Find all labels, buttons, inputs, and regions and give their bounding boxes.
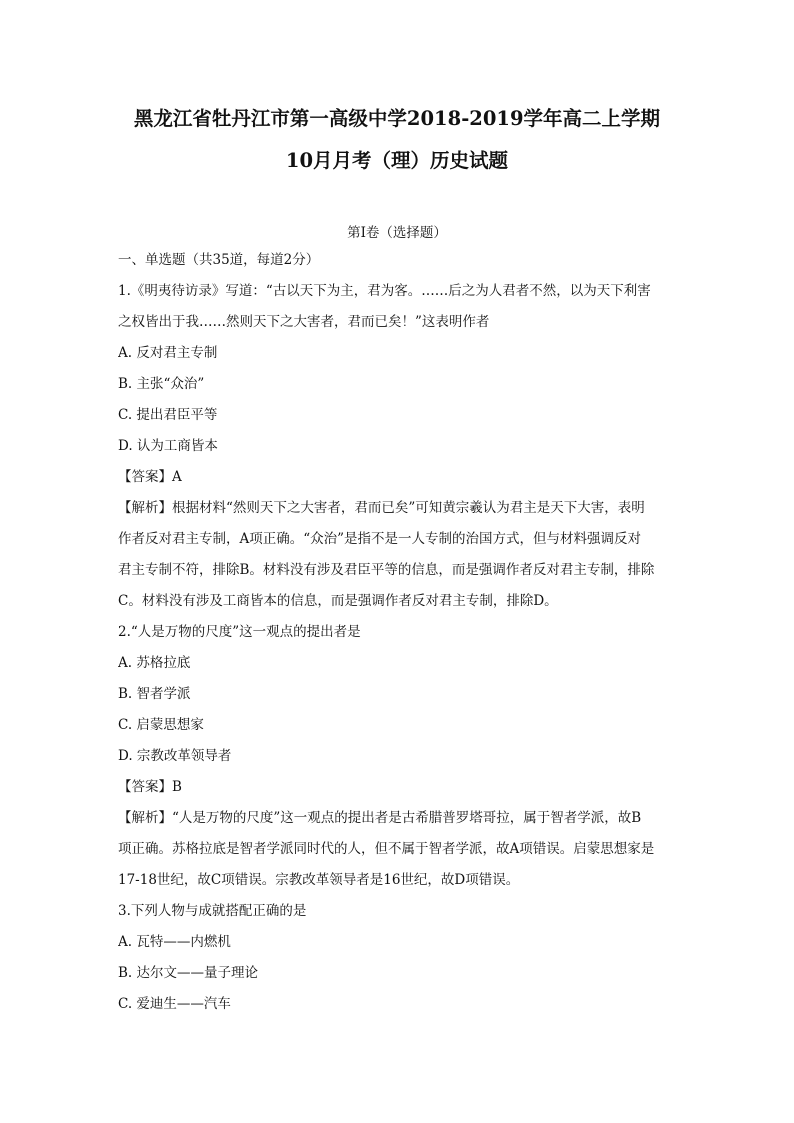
question-3-option-a: A. 瓦特——内燃机 xyxy=(118,934,231,950)
question-2-option-d: D. 宗教改革领导者 xyxy=(118,748,232,764)
question-1-analysis-line-1: 【解析】根据材料“然则天下之大害者，君而已矣”可知黄宗羲认为君主是天下大害，表明 xyxy=(118,500,645,516)
document-title-line-2: 10月月考（理）历史试题 xyxy=(285,149,509,172)
question-2 xyxy=(118,617,676,896)
question-1-option-d: D. 认为工商皆本 xyxy=(118,438,218,454)
question-3-stem-line-1: 3.下列人物与成就搭配正确的是 xyxy=(118,903,307,919)
question-1-option-c: C. 提出君臣平等 xyxy=(118,407,218,423)
question-2-option-c: C. 启蒙思想家 xyxy=(118,717,204,733)
question-1-option-b: B. 主张“众治” xyxy=(118,376,205,392)
section-heading: 一、单选题（共35道，每道2分） xyxy=(118,252,320,268)
question-2-option-b: B. 智者学派 xyxy=(118,686,191,702)
question-1-option-a: A. 反对君主专制 xyxy=(118,345,218,361)
question-2-answer: 【答案】B xyxy=(118,779,182,795)
part-title: 第I卷（选择题） xyxy=(347,225,447,241)
question-2-analysis-line-2: 项正确。苏格拉底是智者学派同时代的人，但不属于智者学派，故A项错误。启蒙思想家是 xyxy=(118,841,655,857)
question-3-option-c: C. 爱迪生——汽车 xyxy=(118,996,231,1012)
document-title-line-1: 黑龙江省牡丹江市第一高级中学2018-2019学年高二上学期 xyxy=(133,107,661,130)
question-1-analysis-line-4: C。材料没有涉及工商皆本的信息，而是强调作者反对君主专制，排除D。 xyxy=(118,593,558,609)
question-2-stem-line-1: 2.“人是万物的尺度”这一观点的提出者是 xyxy=(118,624,361,640)
question-2-analysis-line-1: 【解析】“人是万物的尺度”这一观点的提出者是古希腊普罗塔哥拉，属于智者学派，故B xyxy=(118,810,642,826)
question-3-option-b: B. 达尔文——量子理论 xyxy=(118,965,259,981)
question-1 xyxy=(118,276,676,617)
question-1-analysis-line-3: 君主专制不符，排除B。材料没有涉及君臣平等的信息，而是强调作者反对君主专制，排除 xyxy=(118,562,655,578)
question-2-analysis-line-3: 17-18世纪，故C项错误。宗教改革领导者是16世纪，故D项错误。 xyxy=(118,872,520,888)
question-1-analysis-line-2: 作者反对君主专制，A项正确。“众治”是指不是一人专制的治国方式，但与材料强调反对 xyxy=(118,531,642,547)
question-1-stem-line-2: 之权皆出于我……然则天下之大害者，君而已矣！”这表明作者 xyxy=(118,314,490,330)
question-1-answer: 【答案】A xyxy=(118,469,182,485)
question-2-option-a: A. 苏格拉底 xyxy=(118,655,191,671)
question-3 xyxy=(118,896,676,1020)
question-1-stem-line-1: 1.《明夷待访录》写道：“古以天下为主，君为客。……后之为人君者不然，以为天下利害 xyxy=(118,283,651,299)
